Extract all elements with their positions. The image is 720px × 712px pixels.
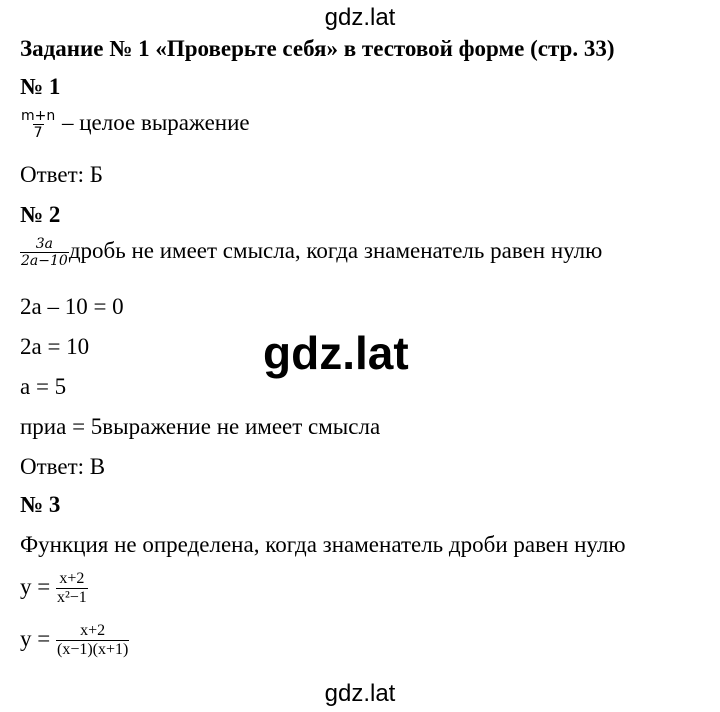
task2-text: дробь не имеет смысла, когда знаменатель равен нулю [68,237,603,263]
task3-formula-1 [20,570,88,607]
watermark-top: gdz.lat [324,4,396,31]
task2-number: № 2 [20,202,61,227]
task2-fraction-numerator: 3a [35,236,54,252]
watermark-middle: gdz.lat [263,327,409,379]
task1-fraction-denominator: 7 [33,125,43,141]
task1-text: – целое выражение [56,109,250,135]
task3-formula-2-denominator: (x−1)(x+1) [56,641,129,658]
task3-formula-1-fraction [56,570,88,607]
task2-equation-1: 2a – 10 = 0 [20,294,124,319]
task2-expression [20,236,602,269]
task2-equation-3: a = 5 [20,374,67,399]
task2-conclusion: приa = 5выражение не имеет смысла [20,414,381,439]
page-title: Задание № 1 «Проверьте себя» в тестовой форме (стр. 33) [20,36,615,61]
task1-fraction-numerator: m+n [21,108,56,124]
task3-formula-2 [20,622,129,659]
task1-expression [20,108,250,141]
watermark-bottom: gdz.lat [324,680,396,707]
task3-formula-2-lhs: y = [20,625,56,651]
task2-fraction-denominator: 2a−10 [21,253,68,269]
task2-equation-2: 2a = 10 [20,334,90,359]
task2-answer: Ответ: В [20,454,106,479]
task3-formula-2-numerator: x+2 [80,622,106,639]
task1-number: № 1 [20,74,61,99]
task3-formula-2-fraction [56,622,129,659]
task3-formula-1-numerator: x+2 [59,570,85,587]
task3-number: № 3 [20,492,61,517]
task1-answer: Ответ: Б [20,162,103,187]
task1-fraction [20,108,56,141]
task2-fraction [20,236,69,269]
task3-formula-1-denominator: x²−1 [56,589,87,606]
task3-text: Функция не определена, когда знаменатель дроби равен нулю [20,532,626,557]
task3-formula-1-lhs: y = [20,573,56,599]
